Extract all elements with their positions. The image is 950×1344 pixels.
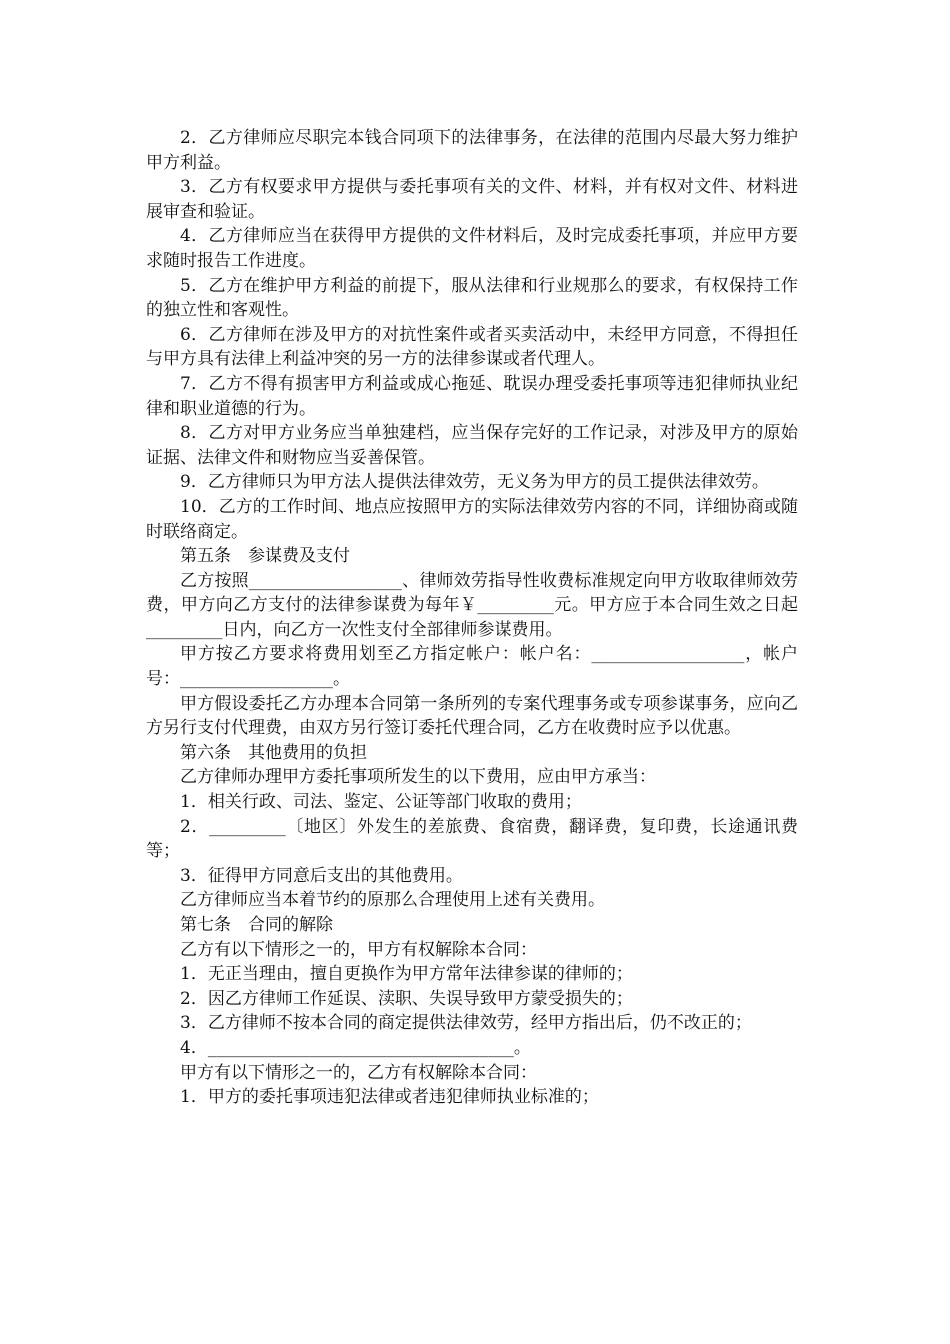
paragraph-termination-4: 4．____________________________________。 xyxy=(180,1037,531,1058)
paragraph-clause-8: 8．乙方对甲方业务应当单独建档，应当保存完好的工作记录，对涉及甲方的原始证据、法律文件和财物应当妥善保管。 xyxy=(146,423,798,468)
paragraph-termination-1: 1．无正当理由，擅自更换作为甲方常年法律参谋的律师的； xyxy=(180,964,633,985)
paragraph-clause-6: 6．乙方律师在涉及甲方的对抗性案件或者买卖活动中，未经甲方同意，不得担任与甲方具有法律上利益冲突的另一方的法律参谋或者代理人。 xyxy=(146,324,798,370)
article-5-heading: 第五条 参谋费及支付 xyxy=(180,546,350,567)
paragraph-clause-10: 10．乙方的工作时间、地点应按照甲方的实际法律效劳内容的不同，详细协商或随时联络商定。 xyxy=(146,496,798,542)
paragraph-clause-4: 4．乙方律师应当在获得甲方提供的文件材料后，及时完成委托事项，并应甲方要求随时报告工作进度。 xyxy=(146,226,798,271)
paragraph-party-b-termination-1: 1．甲方的委托事项违犯法律或者违犯律师执业标准的； xyxy=(180,1087,599,1108)
paragraph-clause-7: 7．乙方不得有损害甲方利益或成心拖延、耽误办理受委托事项等违犯律师执业纪律和职业道德的行为。 xyxy=(146,373,798,419)
paragraph-clause-3: 3．乙方有权要求甲方提供与委托事项有关的文件、材料，并有权对文件、材料进展审查和验证。 xyxy=(146,177,798,222)
document-body xyxy=(146,126,798,1110)
paragraph-termination-3: 3．乙方律师不按本合同的商定提供法律效劳，经甲方指出后，仍不改正的； xyxy=(180,1013,752,1034)
article-6-heading: 第六条 其他费用的负担 xyxy=(180,742,367,763)
paragraph-clause-2: 2．乙方律师应尽职完本钱合同项下的法律事务，在法律的范围内尽最大努力维护甲方利益。 xyxy=(146,128,798,173)
paragraph-clause-9: 9．乙方律师只为甲方法人提供法律效劳，无义务为甲方的员工提供法律效劳。 xyxy=(180,472,769,493)
paragraph-party-b-termination-intro: 甲方有以下情形之一的，乙方有权解除本合同： xyxy=(180,1062,537,1083)
paragraph-expense-1: 1．相关行政、司法、鉴定、公证等部门收取的费用； xyxy=(180,792,582,813)
paragraph-clause-5: 5．乙方在维护甲方利益的前提下，服从法律和行业规那么的要求，有权保持工作的独立性和客观性。 xyxy=(146,275,798,321)
paragraph-fee-standard: 乙方按照__________________、律师效劳指导性收费标准规定向甲方收取律师效劳费，甲方向乙方支付的法律参谋费为每年￥_________元。甲方应于本合同生效之日起_________日内，向乙方一次性支付全部律师参谋费用。 xyxy=(146,570,798,640)
paragraph-expense-3: 3．征得甲方同意后支出的其他费用。 xyxy=(180,865,463,886)
paragraph-expense-principle: 乙方律师应当本着节约的原那么合理使用上述有关费用。 xyxy=(180,890,605,911)
paragraph-party-a-termination-intro: 乙方有以下情形之一的，甲方有权解除本合同： xyxy=(180,939,537,960)
article-7-heading: 第七条 合同的解除 xyxy=(180,915,333,935)
paragraph-extra-agency-fee: 甲方假设委托乙方办理本合同第一条所列的专案代理事务或专项参谋事务，应向乙方另行支付代理费，由双方另行签订委托代理合同，乙方在收费时应予以优惠。 xyxy=(146,693,798,739)
paragraph-expense-intro: 乙方律师办理甲方委托事项所发生的以下费用，应由甲方承当： xyxy=(180,767,656,788)
paragraph-expense-2: 2．_________〔地区〕外发生的差旅费、食宿费，翻译费，复印费，长途通讯费等； xyxy=(146,816,798,862)
paragraph-termination-2: 2．因乙方律师工作延误、渎职、失误导致甲方蒙受损失的； xyxy=(180,988,633,1009)
paragraph-account-info: 甲方按乙方要求将费用划至乙方指定帐户：帐户名：__________________，帐户号：__________________。 xyxy=(146,644,798,690)
